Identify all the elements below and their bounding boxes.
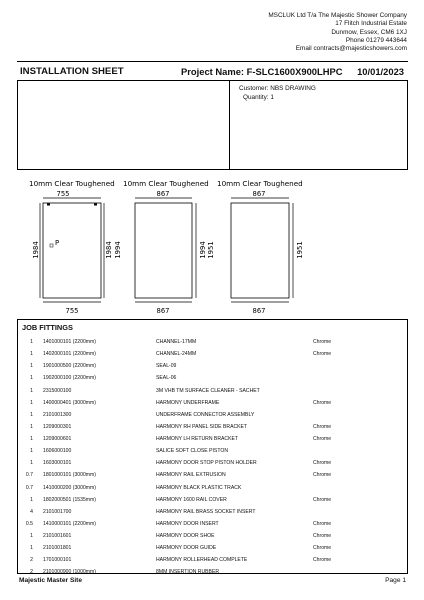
fitting-finish: Chrome <box>313 423 332 430</box>
fitting-finish: Chrome <box>313 436 332 443</box>
panel-1-top-width: 755 <box>56 190 70 198</box>
fitting-code: 1209000301 <box>43 423 72 430</box>
fitting-qty: 1 <box>30 375 33 382</box>
panel-2-right-height-a: 1994 <box>199 241 207 259</box>
fitting-description: 8MM INSERTION RUBBER <box>156 569 220 576</box>
panel-2-caption: 10mm Clear Toughened <box>123 179 209 188</box>
fitting-finish: Chrome <box>313 399 332 406</box>
fitting-qty: 0.5 <box>25 520 33 527</box>
fitting-row <box>17 409 408 421</box>
fitting-finish <box>313 409 408 421</box>
fitting-description: HARMONY UNDERFRAME <box>156 399 220 406</box>
fitting-qty: 2 <box>30 557 33 564</box>
fitting-row <box>17 457 408 469</box>
panel-1-left-height: 1984 <box>32 241 40 259</box>
panel-1-right-height-b: 1994 <box>114 241 122 259</box>
company-phone: Phone 01279 443644 <box>345 36 407 44</box>
fitting-description: CHANNEL-17MM <box>156 339 197 346</box>
fitting-code: 2101000900 (1000mm) <box>43 569 96 576</box>
customer-line: Customer: NBS DRAWING <box>239 85 316 92</box>
fitting-description: SALICE SOFT CLOSE PISTON <box>156 448 228 455</box>
fitting-code: 1701000101 <box>43 557 72 564</box>
fitting-code: 1402000101 (2200mm) <box>43 351 96 358</box>
fitting-row <box>17 360 408 372</box>
panel-3-glass <box>231 203 289 298</box>
fitting-finish: Chrome <box>313 520 332 527</box>
panel-3-top-width: 867 <box>252 190 266 198</box>
fitting-code: 1410000101 (2200mm) <box>43 520 96 527</box>
fitting-finish <box>313 360 408 372</box>
fitting-row <box>17 433 408 445</box>
fitting-qty: 1 <box>30 436 33 443</box>
company-address-line2: Dunmow, Essex, CM6 1XJ <box>331 28 407 36</box>
fitting-qty: 1 <box>30 533 33 540</box>
info-divider <box>229 81 230 169</box>
fitting-code: 1401000101 (2200mm) <box>43 339 96 346</box>
fitting-description: HARMONY RH PANEL SIDE BRACKET <box>156 423 248 430</box>
fitting-description: HARMONY RAIL BRASS SOCKET INSERT <box>156 508 256 515</box>
fitting-qty: 4 <box>30 508 33 515</box>
fitting-qty: 1 <box>30 411 33 418</box>
fitting-finish: Chrome <box>313 496 332 503</box>
panel-2-top-width: 867 <box>156 190 170 198</box>
fitting-code: 1400000401 (3000mm) <box>43 399 96 406</box>
fitting-finish: Chrome <box>313 533 332 540</box>
fitting-row <box>17 348 408 360</box>
fitting-description: HARMONY LH RETURN BRACKET <box>156 436 238 443</box>
fitting-code: 1606000100 <box>43 448 72 455</box>
fitting-row <box>17 397 408 409</box>
fitting-qty: 1 <box>30 423 33 430</box>
panel-1-bottom-width: 755 <box>65 307 79 315</box>
fitting-description: HARMONY BLACK PLASTIC TRACK <box>156 484 242 491</box>
fitting-qty: 1 <box>30 363 33 370</box>
customer-info <box>239 85 316 102</box>
fitting-code: 1902000100 (2200mm) <box>43 375 96 382</box>
fitting-description: HARMONY DOOR SHOE <box>156 533 215 540</box>
fitting-qty: 1 <box>30 399 33 406</box>
fitting-qty: 0.7 <box>25 484 33 491</box>
fitting-description: SEAL-09 <box>156 363 177 370</box>
fitting-description: HARMONY RAIL EXTRUSION <box>156 472 226 479</box>
panel-1-top-fitting-right <box>94 204 97 206</box>
info-box <box>17 81 408 170</box>
panel-2-right-height-b: 1951 <box>207 241 215 259</box>
fitting-finish <box>313 506 408 518</box>
panel-1-glass <box>43 203 101 298</box>
fitting-row <box>17 469 408 481</box>
quantity-line: Quantity: 1 <box>243 93 274 101</box>
fitting-qty: 1 <box>30 351 33 358</box>
fitting-finish: Chrome <box>313 472 332 479</box>
panel-3-bottom-width: 867 <box>252 307 266 315</box>
fitting-code: 1802000501 (1535mm) <box>43 496 96 503</box>
fitting-qty: 2 <box>30 569 33 576</box>
fitting-code: 1901000500 (2200mm) <box>43 363 96 370</box>
fitting-finish <box>313 372 408 384</box>
fitting-description: HARMONY 1600 RAIL COVER <box>156 496 227 503</box>
fitting-description: CHANNEL-24MM <box>156 351 197 358</box>
fitting-finish: Chrome <box>313 351 332 358</box>
fitting-code: 1209000601 <box>43 436 72 443</box>
fitting-finish: Chrome <box>313 557 332 564</box>
fitting-qty: 1 <box>30 460 33 467</box>
fitting-description: HARMONY DOOR INSERT <box>156 520 219 527</box>
fitting-qty: 1 <box>30 448 33 455</box>
company-address-block <box>268 12 407 53</box>
fitting-code: 1410000200 (3000mm) <box>43 484 96 491</box>
panel-drawing <box>0 172 424 320</box>
fitting-description: 3M VHB TM SURFACE CLEANER - SACHET <box>156 387 260 394</box>
panel-2-glass <box>135 203 192 298</box>
fittings-title: JOB FITTINGS <box>22 323 73 332</box>
company-address-line1: 17 Flitch Industrial Estate <box>335 20 407 28</box>
company-name: MSCLUK Ltd T/a The Majestic Shower Company <box>268 12 407 19</box>
fitting-description: UNDERFRAME CONNECTOR ASSEMBLY <box>156 411 255 418</box>
fitting-row <box>17 530 408 542</box>
fittings-table <box>17 336 408 579</box>
fitting-row <box>17 554 408 566</box>
fitting-description: HARMONY ROLLERHEAD COMPLETE <box>156 557 248 564</box>
fitting-row <box>17 336 408 348</box>
panel-1-top-fitting <box>47 204 50 206</box>
fitting-finish <box>313 445 408 457</box>
fitting-row <box>17 482 408 494</box>
project-name: Project Name: F-SLC1600X900LHPC <box>181 65 343 77</box>
fitting-finish <box>313 385 408 397</box>
fitting-finish <box>313 482 408 494</box>
fitting-code: 2315000100 <box>43 387 72 394</box>
fitting-qty: 1 <box>30 339 33 346</box>
fitting-description: HARMONY DOOR GUIDE <box>156 545 217 552</box>
fitting-row <box>17 385 408 397</box>
fitting-code: 1801000101 (3000mm) <box>43 472 96 479</box>
footer-page: Page 1 <box>385 577 406 584</box>
fitting-qty: 1 <box>30 496 33 503</box>
fitting-row <box>17 506 408 518</box>
fitting-qty: 0.7 <box>25 472 33 479</box>
fitting-finish: Chrome <box>313 460 332 467</box>
sheet-title: INSTALLATION SHEET <box>20 65 124 77</box>
page-footer <box>17 573 408 587</box>
fitting-code: 1603000101 <box>43 460 72 467</box>
fitting-qty: 1 <box>30 387 33 394</box>
panel-3-right-height: 1951 <box>296 241 304 259</box>
fitting-row <box>17 421 408 433</box>
panel-2-bottom-width: 867 <box>156 307 170 315</box>
fitting-code: 2101001601 <box>43 533 72 540</box>
fitting-finish: Chrome <box>313 339 332 346</box>
fitting-code: 2101001700 <box>43 508 72 515</box>
footer-site: Majestic Master Site <box>19 577 83 584</box>
fitting-description: HARMONY DOOR STOP PISTON HOLDER <box>156 460 257 467</box>
fitting-code: 2101001801 <box>43 545 72 552</box>
fitting-row <box>17 445 408 457</box>
fitting-row <box>17 372 408 384</box>
panel-1-caption: 10mm Clear Toughened <box>29 179 115 188</box>
fitting-qty: 1 <box>30 545 33 552</box>
panel-1-right-height-a: 1984 <box>105 241 113 259</box>
fitting-row <box>17 542 408 554</box>
sheet-date: 10/01/2023 <box>357 65 404 77</box>
fitting-finish: Chrome <box>313 545 332 552</box>
panel-1-door-mark: P <box>55 239 60 247</box>
fitting-row <box>17 518 408 530</box>
fitting-description: SEAL-06 <box>156 375 177 382</box>
company-email: Email contracts@majesticshowers.com <box>295 45 407 53</box>
panel-3-caption: 10mm Clear Toughened <box>217 179 303 188</box>
fitting-row <box>17 494 408 506</box>
sheet-header <box>17 61 408 81</box>
fitting-code: 2101001300 <box>43 411 72 418</box>
